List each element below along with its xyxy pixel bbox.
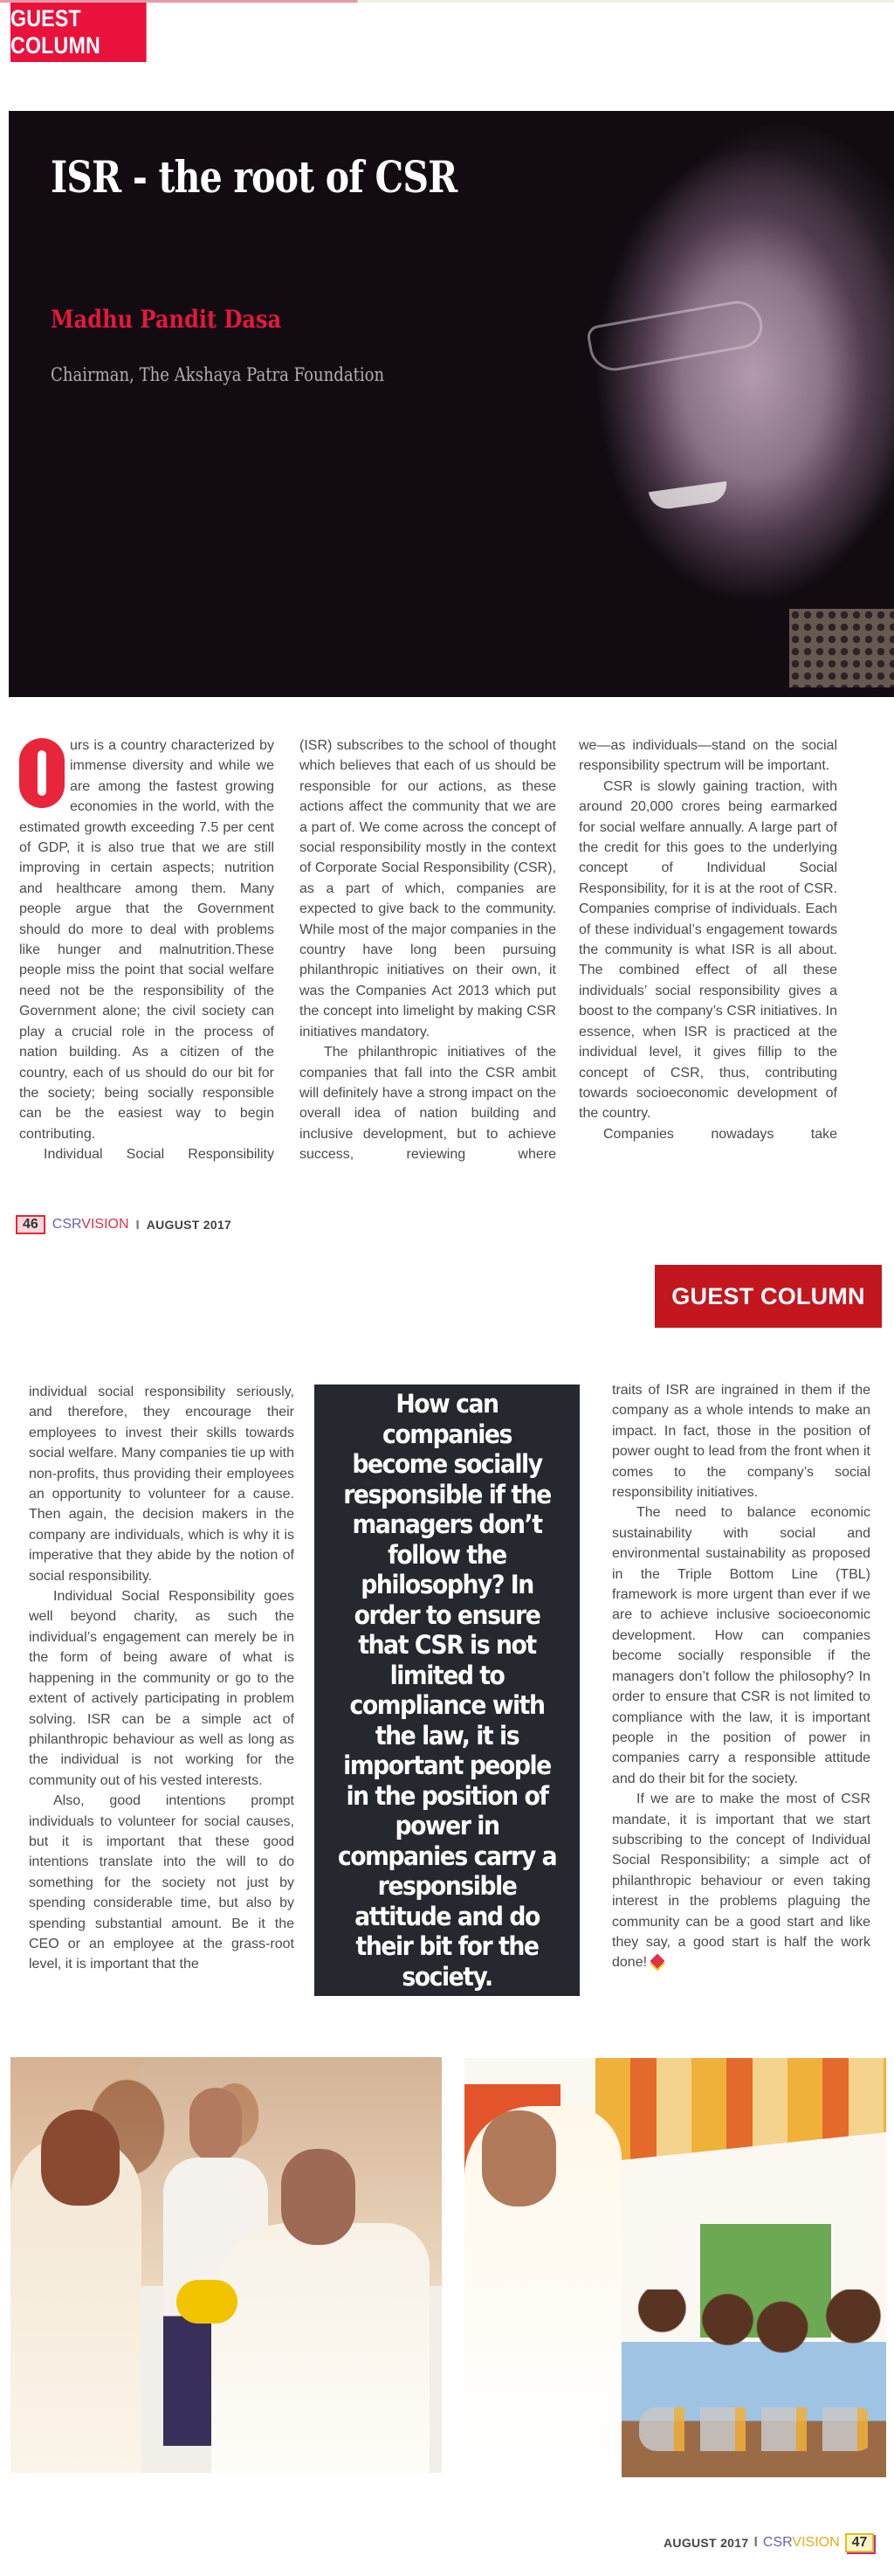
paragraph: The need to balance economic sustainability with social and environmental sustainability as proposed in the Triple Bottom Line (TBL) framework is more urgent than ever if we are to achieve inclusive socioeconomic development. How can companies become socially responsible if the managers don’t follow the philosophy? In order to ensure that CSR is not limited to compliance with the law, it is important people in the position of power in companies carry a responsible attitude and do their bit for the society. [612,1505,870,1786]
brand-csr: CSR [762,2535,793,2550]
page46-footer [16,1215,231,1234]
paragraph: traits of ISR are ingrained in them if the company as a whole intends to make an impact. In fact, those in the position of power ought to lead from the front when it comes to the company’s social responsibility initiatives. [612,1383,870,1501]
paragraph-text: urs is a country characterized by immense diversity and while we are among the fastest growing economies in the world, with the estimated growth exceeding 7.5 per cent of GDP, it is also true that we are still improving in certain aspects; nutrition and healthcare among them. Many people argue that the Government should do more to deal with problems like hunger and malnutrition.These people miss the point that social welfare need not be the responsibility of the Government alone; the civil society can play a crucial role in the process of nation building. As a citizen of the country, each of us should do our bit for the society; being socially responsible can be the easiest way to begin contributing. [19,738,274,1142]
hero-banner [9,111,894,697]
page46-column-2 [299,736,556,1165]
paragraph: The philanthropic initiatives of the companies that fall into the CSR ambit will definitely have a strong impact on the overall idea of nation building and inclusive development, but to achieve success, reviewing where [299,1045,556,1163]
article-title: ISR - the root of CSR [51,151,457,203]
page46-column-1 [19,736,274,1165]
page-number: 46 [16,1215,45,1234]
pull-quote-box [314,1385,580,1996]
page47-column-1 [29,1382,294,1975]
photo-figure [189,2088,242,2162]
photo-figure [41,2110,120,2206]
end-of-article-diamond-icon [650,1954,665,1969]
paragraph-text: If we are to make the most of CSR mandate, it is important that we start subscribing to the concept of Individual Social Responsibility; a simple act of philanthropic behaviour or even taking interest in the problems plaguing the community can be a good start and like they say, a good start is half the work done! [612,1792,870,1971]
photo-figure [482,2110,556,2207]
paragraph: CSR is slowly gaining traction, with around 20,000 crores being earmarked for social welfare annually. A large part of the credit for this goes to the underlying concept of Individual Social Responsibility, for it is at the root of CSR. Companies comprise of individuals. Each of these individual’s engagement towards the community is what ISR is all about. The combined effect of all these individuals’ social responsibility gives a boost to the company’s CSR initiatives. In essence, when ISR is practiced at the individual level, it gives fillip to the concept of CSR, thus, contributing towards socioeconomic development of the country. [579,778,837,1122]
photo-background [595,2058,886,2163]
separator: I [135,1217,140,1233]
paragraph [19,736,274,1144]
brand-vision: VISION [81,1217,129,1232]
award-ceremony-photo [10,2057,442,2473]
paragraph: we—as individuals—stand on the social responsibility spectrum will be important. [579,738,837,774]
photo-plates [639,2407,875,2451]
page-number: 47 [845,2533,875,2552]
separator: I [753,2535,758,2550]
portrait-smile-shape [649,481,729,511]
brand-logo [52,1217,129,1233]
page47-column-3 [612,1380,870,1973]
author-name: Madhu Pandit Dasa [51,305,282,334]
photo-award [176,2280,237,2324]
photo-figure [211,2223,430,2473]
section-tag-guest-column: GUEST COLUMN [655,1265,882,1328]
paragraph: individual social responsibility seriously, and therefore, they encourage their employees to invest their skills towards social welfare. Many companies tie up with non-profits, thus providing their employees an opportunity to volunteer for a cause. Then again, the decision makers in the company are individuals, which is why it is imperative that they abide by the notion of social responsibility. [29,1385,294,1584]
portrait-glasses-shape [586,297,767,375]
paragraph: Individual Social Responsibility goes well beyond charity, as such the individual’s engagement can merely be in the form of being aware of what is happening in the community or go to the extent of actively participating in problem solving. ISR can be a simple act of philanthropic behaviour as well as long as the individual is not working for the community out of his vested interests. [29,1589,294,1788]
author-role: Chairman, The Akshaya Patra Foundation [51,364,385,385]
page47-footer [664,2533,874,2552]
author-portrait-photo [524,111,894,697]
section-tag-guest-column: GUEST COLUMN [10,3,147,62]
paragraph: Individual Social Responsibility [44,1147,274,1163]
children-meal-photo [464,2058,886,2477]
page46-column-3 [579,736,837,1144]
brand-csr: CSR [52,1217,82,1232]
portrait-beads-shape [789,609,894,687]
paragraph: Also, good intentions prompt individuals to volunteer for social causes, but it is important that these good intentions translate into the will to do something for the society not just by spending considerable time, but also by spending substantial amount. Be it the CEO or an employee at the grass-root level, it is important that the [29,1793,294,1972]
brand-vision: VISION [792,2535,840,2550]
paragraph: Companies nowadays take [603,1126,837,1142]
paragraph [612,1789,870,1973]
pull-quote-text: How can companies become socially responsible if the managers don’t follow the philosophy? In order to ensure that CSR is not limited to compliance with the law, it is important people in the position of power in companies carry a responsible attitude and do their bit for the society. [337,1389,557,1992]
brand-logo [763,2535,840,2551]
issue-date: AUGUST 2017 [146,1218,232,1232]
dropcap-o [19,738,65,808]
paragraph: (ISR) subscribes to the school of thought which believes that each of us should be responsible for our actions, as these actions affect the community that we are a part of. We come across the concept of social responsibility mostly in the context of Corporate Social Responsibility (CSR), as a part of which, companies are expected to give back to the community. While most of the major companies in the country have long been pursuing philanthropic initiatives on their own, it was the Companies Act 2013 which put the concept into limelight by making CSR initiatives mandatory. [299,738,556,1039]
photo-figure [281,2149,355,2245]
issue-date: AUGUST 2017 [664,2536,749,2550]
